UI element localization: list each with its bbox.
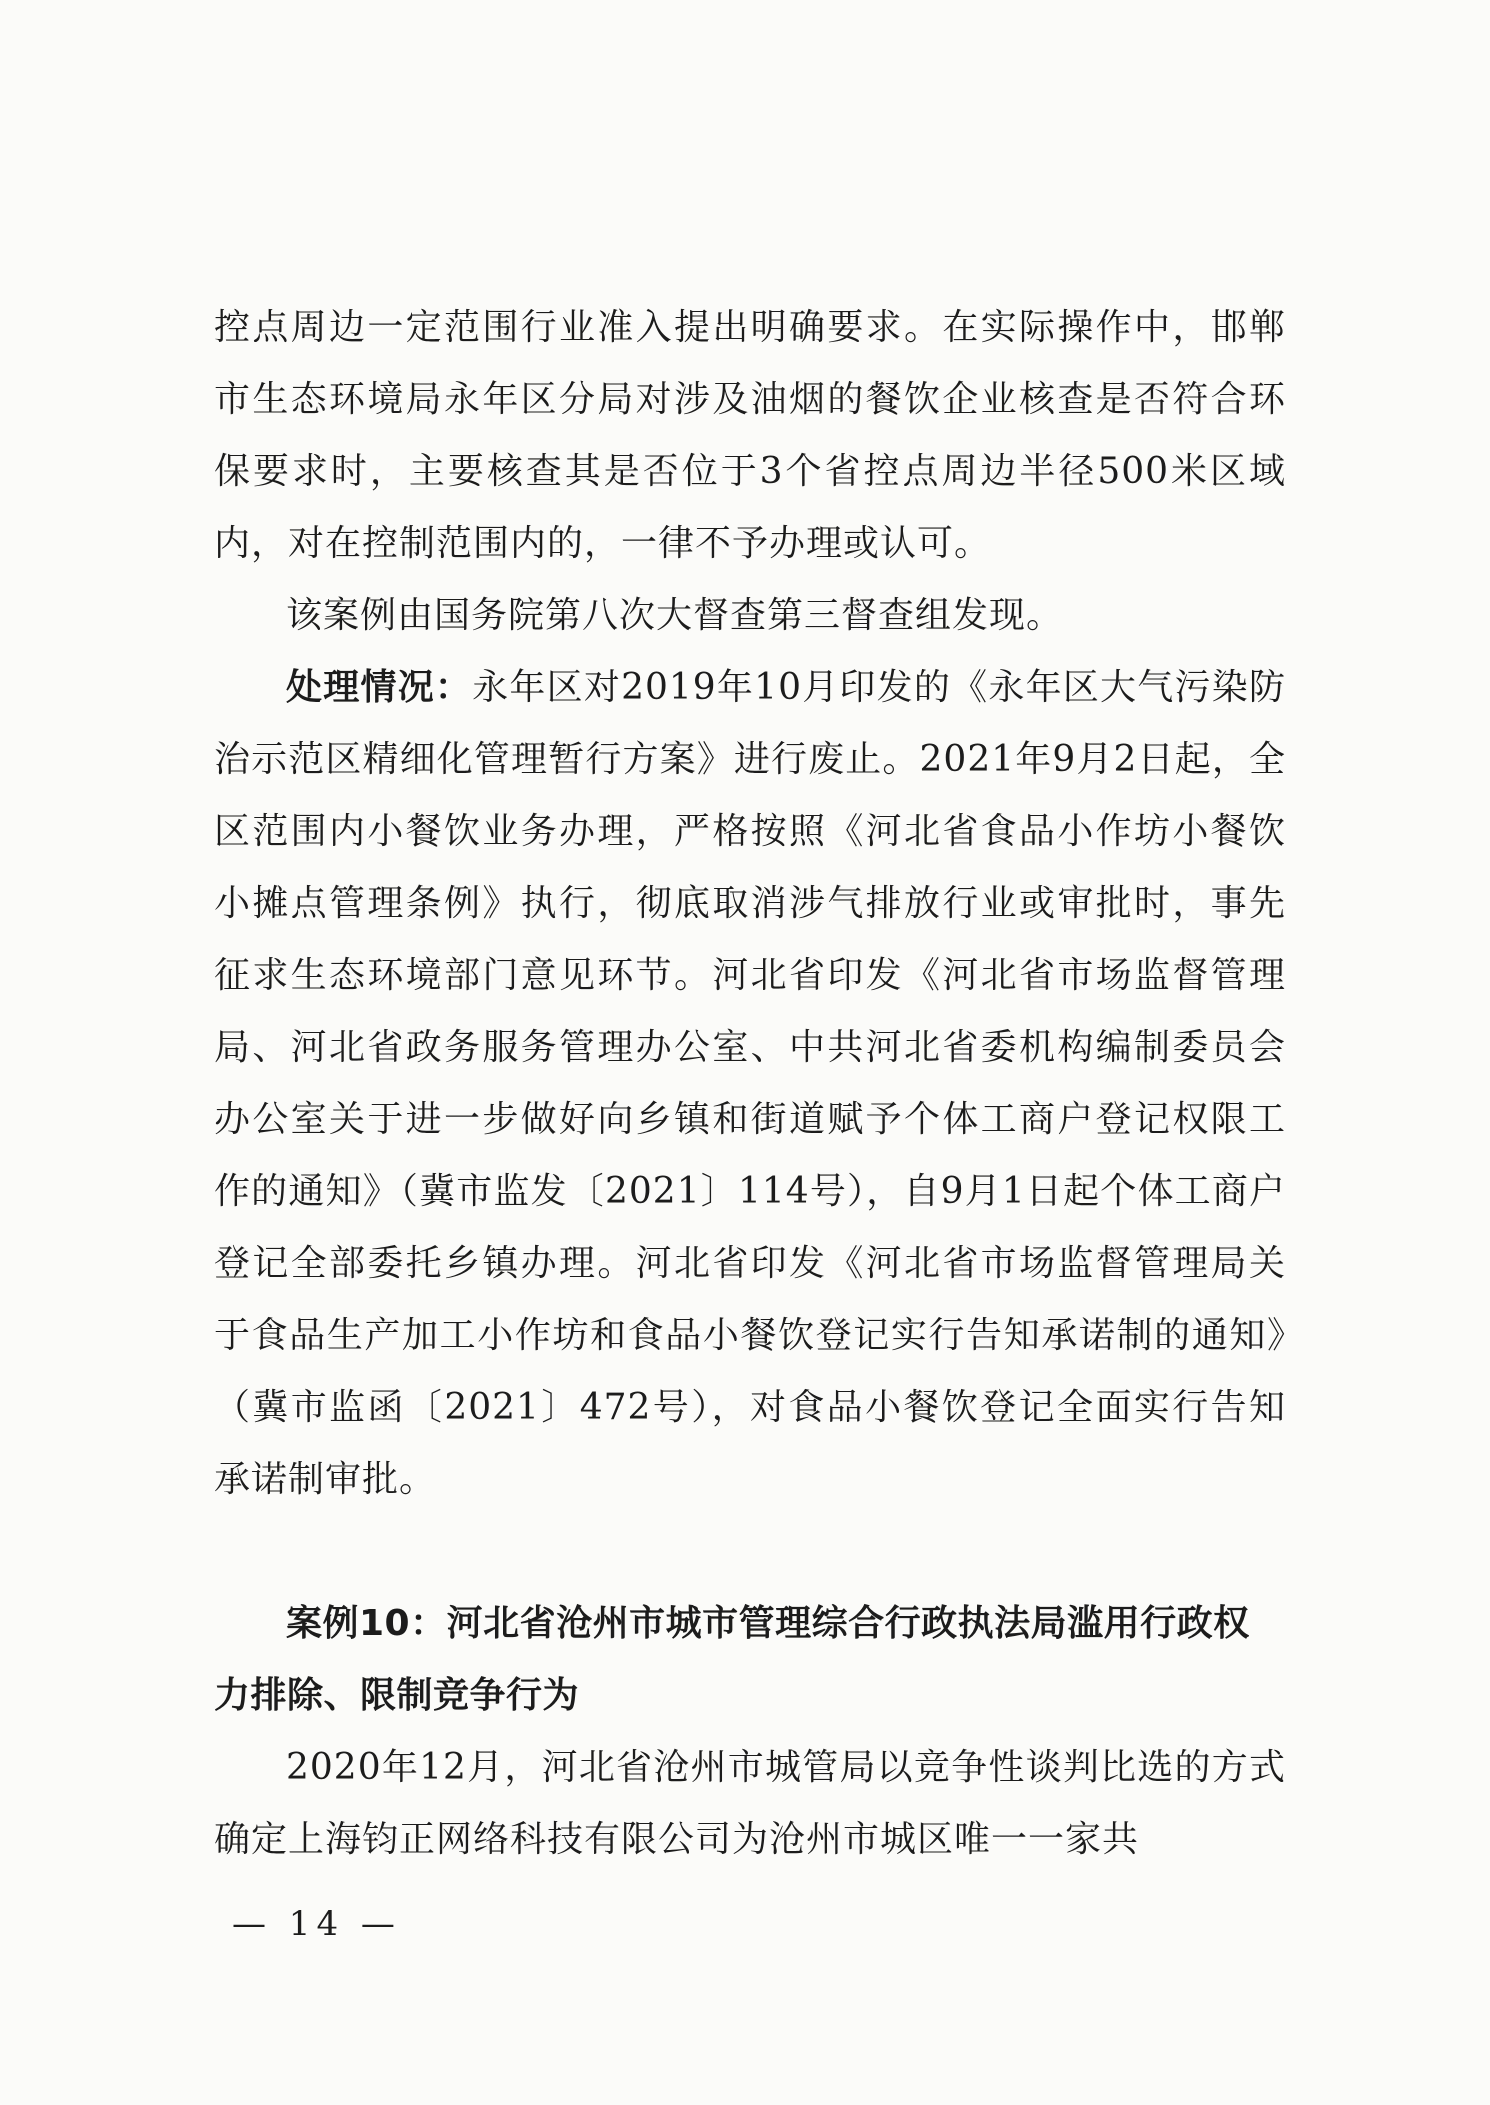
paragraph-text: 永年区对2019年10月印发的《永年区大气污染防治示范区精细化管理暂行方案》进行废止。2021年9月2日起，全区范围内小餐饮业务办理，严格按照《河北省食品小作坊小餐饮小摊点管理条例》执行，彻底取消涉气排放行业或审批时，事先征求生态环境部门意见环节。河北省印发《河北省市场监督管理局、河北省政务服务管理办公室、中共河北省委机构编制委员会办公室关于进一步做好向乡镇和街道赋予个体工商户登记权限工作的通知》（冀市监发〔2021〕114号），自9月1日起个体工商户登记全部委托乡镇办理。河北省印发《河北省市场监督管理局关于食品生产加工小作坊和食品小餐饮登记实行告知承诺制的通知》（冀市监函〔2021〕472号），对食品小餐饮登记全面实行告知承诺制审批。	[214, 667, 1286, 1500]
case-heading	[214, 1588, 1286, 1732]
document-body	[214, 292, 1286, 1876]
paragraph-source-note	[214, 580, 1286, 652]
paragraph-case-body	[214, 1732, 1286, 1876]
case-heading-text: 案例10：河北省沧州市城市管理综合行政执法局滥用行政权力排除、限制竞争行为	[214, 1603, 1250, 1716]
paragraph-text: 控点周边一定范围行业准入提出明确要求。在实际操作中，邯郸市生态环境局永年区分局对涉及油烟的餐饮企业核查是否符合环保要求时，主要核查其是否位于3个省控点周边半径500米区域内，对在控制范围内的，一律不予办理或认可。	[214, 307, 1286, 564]
paragraph-continuation	[214, 292, 1286, 580]
page-number: — 14 —	[232, 1904, 401, 1944]
paragraph-text: 该案例由国务院第八次大督查第三督查组发现。	[286, 595, 1064, 636]
paragraph-handling	[214, 652, 1286, 1516]
handling-lead-label: 处理情况：	[286, 667, 473, 708]
paragraph-text: 2020年12月，河北省沧州市城管局以竞争性谈判比选的方式确定上海钧正网络科技有限公司为沧州市城区唯一一家共	[214, 1747, 1286, 1860]
